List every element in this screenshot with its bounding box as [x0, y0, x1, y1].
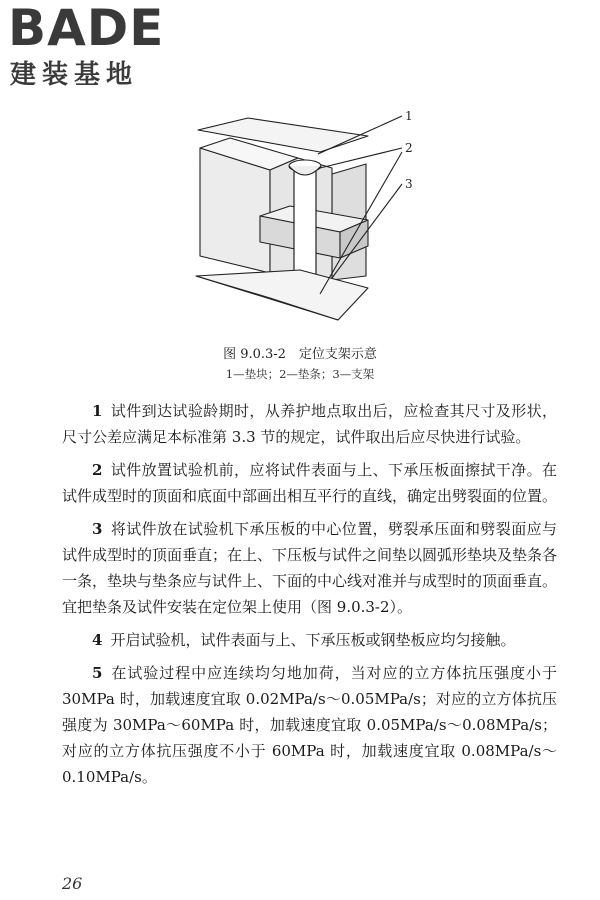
paragraph-text: 试件到达试验龄期时，从养护地点取出后，应检查其尺寸及形状，尺寸公差应满足本标准第 3.3 节的规定，试件取出后应尽快进行试验。 — [62, 402, 557, 446]
paragraph-text: 试件放置试验机前，应将试件表面与上、下承压板面擦拭干净。在试件成型时的顶面和底面中部画出相互平行的直线，确定出劈裂面的位置。 — [62, 461, 558, 505]
paragraph-number: 1 — [92, 402, 103, 420]
paragraph-text: 在试验过程中应连续均匀地加荷，当对应的立方体抗压强度小于 30MPa 时，加载速度宜取 0.02MPa/s～0.05MPa/s；对应的立方体抗压强度为 30MPa～60MPa 时，加载速度宜取 0.05MPa/s～0.08MPa/s；对应的立方体抗压强度不小于 60MPa 时，加载速度宜取 0.08MPa/s～0.10MPa/s。 — [62, 664, 557, 786]
paragraph-number: 5 — [92, 664, 103, 682]
paragraph-number: 3 — [92, 520, 103, 538]
label-3: 3 — [405, 177, 413, 191]
positioning-frame-figure — [190, 108, 430, 333]
label-2: 2 — [405, 141, 413, 155]
page-number: 26 — [62, 874, 83, 893]
paragraph-text: 将试件放在试验机下承压板的中心位置，劈裂承压面和劈裂面应与试件成型时的顶面垂直；在上、下压板与试件之间垫以圆弧形垫块及垫条各一条，垫块与垫条应与试件上、下面的中心线对准并与成型时的顶面垂直。宜把垫条及试件安装在定位架上使用（图 9.0.3-2）。 — [62, 520, 558, 616]
figure-legend: 1—垫块；2—垫条；3—支架 — [225, 367, 375, 381]
figure-caption: 图 9.0.3-2 定位支架示意 — [223, 347, 377, 362]
positioning-frame-drawing — [190, 108, 430, 333]
paragraph-number: 2 — [92, 461, 103, 479]
paragraph — [62, 398, 557, 450]
label-1: 1 — [405, 109, 413, 123]
paragraph — [62, 660, 557, 790]
procedure-paragraphs — [62, 398, 557, 797]
paragraph — [62, 516, 557, 620]
logo-brand: BADE — [8, 0, 165, 57]
paragraph-text: 开启试验机，试件表面与上、下承压板或钢垫板应均匀接触。 — [110, 631, 516, 649]
paragraph — [62, 627, 557, 653]
logo-subtitle: 建装基地 — [10, 60, 139, 90]
paragraph-number: 4 — [92, 631, 103, 649]
bade-logo — [8, 2, 178, 94]
paragraph — [62, 457, 557, 509]
